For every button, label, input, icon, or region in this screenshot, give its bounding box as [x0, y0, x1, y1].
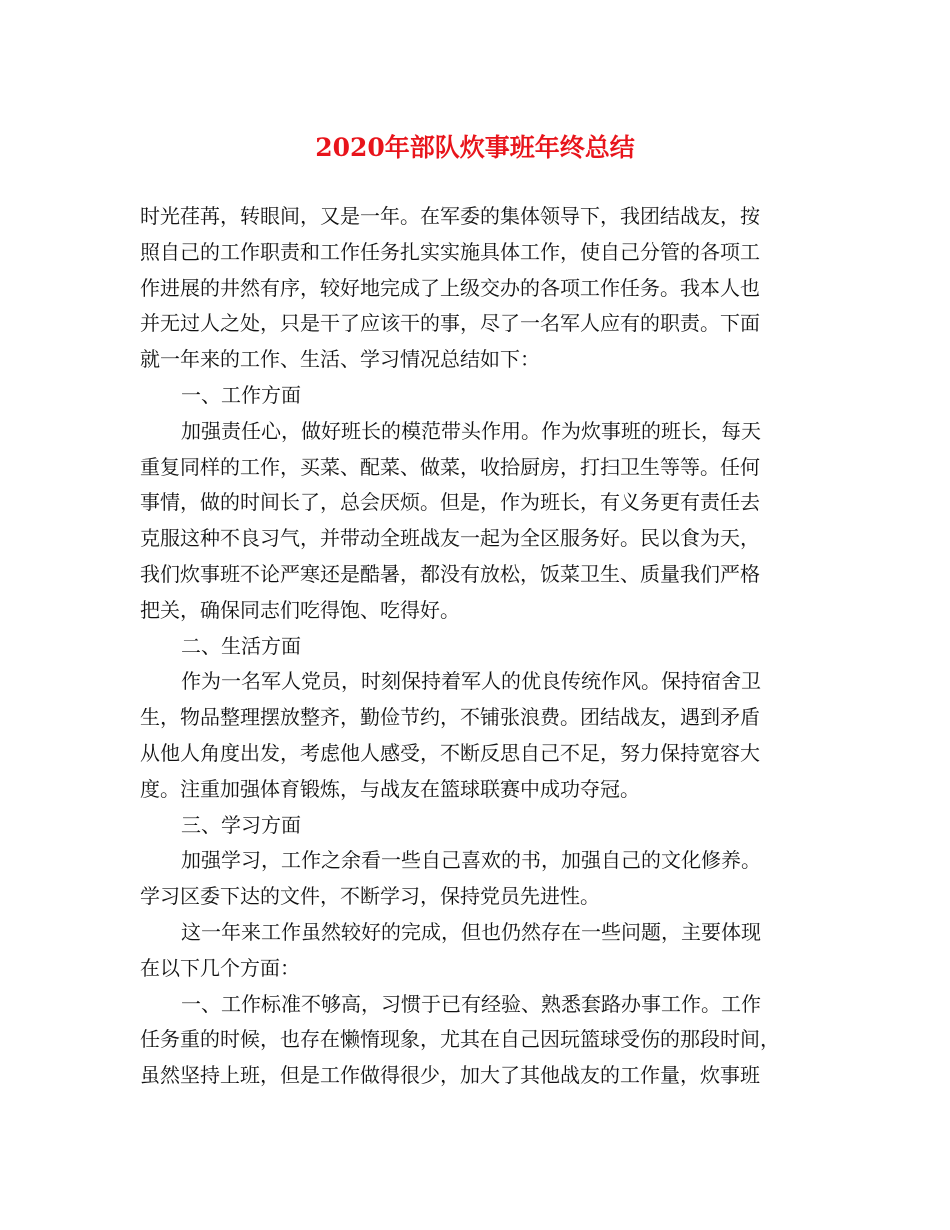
body-line: 虽然坚持上班，但是工作做得很少，加大了其他战友的工作量，炊事班 — [140, 1063, 760, 1088]
body-line: 加强学习，工作之余看一些自己喜欢的书，加强自己的文化修养。 — [181, 848, 761, 873]
body-line: 任务重的时候，也存在懒惰现象，尤其在自己因玩篮球受伤的那段时间， — [140, 1027, 780, 1052]
body-line: 我们炊事班不论严寒还是酷暑，都没有放松，饭菜卫生、质量我们严格 — [140, 561, 760, 586]
body-line: 就一年来的工作、生活、学习情况总结如下： — [140, 347, 540, 372]
body-line: 重复同样的工作，买菜、配菜、做菜，收拾厨房，打扫卫生等等。任何 — [140, 454, 760, 479]
body-line: 从他人角度出发，考虑他人感受，不断反思自己不足，努力保持宽容大 — [140, 740, 760, 765]
body-line: 照自己的工作职责和工作任务扎实实施具体工作，使自己分管的各项工 — [140, 239, 760, 264]
body-line: 一、工作标准不够高，习惯于已有经验、熟悉套路办事工作。工作 — [181, 991, 761, 1016]
body-line: 度。注重加强体育锻炼，与战友在篮球联赛中成功夺冠。 — [140, 776, 640, 801]
body-line: 三、学习方面 — [181, 812, 301, 837]
body-line: 这一年来工作虽然较好的完成，但也仍然存在一些问题，主要体现 — [181, 919, 761, 944]
body-line: 把关，确保同志们吃得饱、吃得好。 — [140, 597, 460, 622]
body-line: 并无过人之处，只是干了应该干的事，尽了一名军人应有的职责。下面 — [140, 311, 760, 336]
body-line: 作进展的井然有序，较好地完成了上级交办的各项工作任务。我本人也 — [140, 275, 760, 300]
body-line: 一、工作方面 — [181, 382, 301, 407]
body-line: 事情，做的时间长了，总会厌烦。但是，作为班长，有义务更有责任去 — [140, 490, 760, 515]
body-line: 作为一名军人党员，时刻保持着军人的优良传统作风。保持宿舍卫 — [181, 669, 761, 694]
body-line: 加强责任心，做好班长的模范带头作用。作为炊事班的班长，每天 — [181, 418, 761, 443]
document-title: 2020年部队炊事班年终总结 — [315, 133, 635, 162]
body-line: 时光荏苒，转眼间，又是一年。在军委的集体领导下，我团结战友，按 — [140, 204, 760, 228]
body-line: 克服这种不良习气，并带动全班战友一起为全区服务好。民以食为天， — [140, 526, 760, 551]
document-body — [140, 199, 830, 1094]
body-line: 二、生活方面 — [181, 633, 301, 658]
body-line: 在以下几个方面： — [140, 955, 300, 980]
body-line: 学习区委下达的文件，不断学习，保持党员先进性。 — [140, 884, 600, 909]
body-line: 生，物品整理摆放整齐，勤俭节约，不铺张浪费。团结战友，遇到矛盾 — [140, 705, 760, 730]
